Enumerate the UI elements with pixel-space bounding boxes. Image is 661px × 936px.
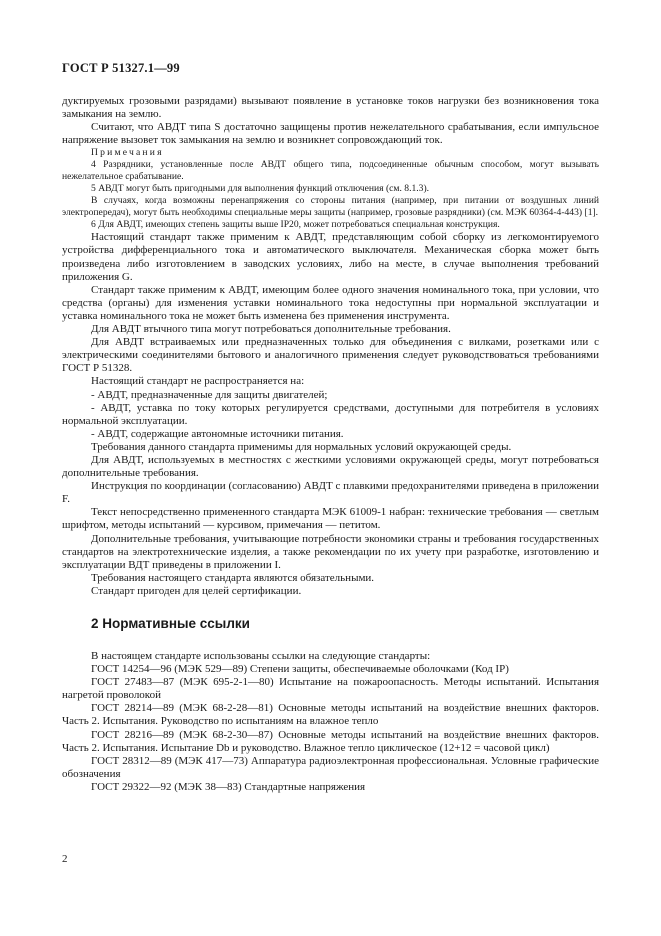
reference-item: ГОСТ 14254—96 (МЭК 529—89) Степени защиты, обеспечиваемые оболочками (Код IP) <box>91 663 509 676</box>
document-body <box>62 95 599 794</box>
note-item: 4 Разрядники, установленные после АВДТ общего типа, подсоединенные обычным способом, могут вызывать нежелательное срабатывание. <box>62 159 599 183</box>
paragraph: Текст непосредственно примененного стандарта МЭК 61009-1 набран: технические требования — светлым шрифтом, методы испытаний — курсивом, примечания — петитом. <box>62 506 599 532</box>
reference-item: ГОСТ 28214—89 (МЭК 68-2-28—81) Основные методы испытаний на воздействие внешних факторов. Часть 2. Испытания. Руководство по испытаниям на влажное тепло <box>62 702 599 728</box>
reference-item: ГОСТ 27483—87 (МЭК 695-2-1—80) Испытание на пожароопасность. Методы испытаний. Испытания нагретой проволокой <box>62 676 599 702</box>
paragraph: Для АВДТ встраиваемых или предназначенных только для объединения с вилками, розетками или с электрическими соединителями бытового и аналогичного применения следует руководствоваться требованиями ГОСТ Р 51328. <box>62 336 599 375</box>
paragraph-continuation: дуктируемых грозовыми разрядами) вызывают появление в установке токов нагрузки без возникновения тока замыкания на землю. <box>62 95 599 121</box>
paragraph: Настоящий стандарт не распространяется на: <box>91 375 305 388</box>
paragraph: Для АВДТ, используемых в местностях с жесткими условиями окружающей среды, могут потребоваться дополнительные требования. <box>62 453 599 480</box>
note-item: В случаях, когда возможны перенапряжения со стороны питания (например, при питании от воздушных линий электропередач), могут быть необходимы специальные меры защиты (например, грозовые разрядники) (см. МЭК 60364-4-443) [1]. <box>62 195 599 219</box>
page-number: 2 <box>62 853 68 865</box>
list-item: - АВДТ, уставка по току которых регулируется средствами, доступными для потребителя в условиях нормальной эксплуатации. <box>62 401 599 427</box>
paragraph: Дополнительные требования, учитывающие потребности экономики страны и требования государственных стандартов на электротехнические изделия, а также рекомендации по их учету при разработке, изготовлению и эксплуатации ВДТ приведены в приложении I. <box>62 532 599 571</box>
reference-item: ГОСТ 28216—89 (МЭК 68-2-30—87) Основные методы испытаний на воздействие внешних факторов. Часть 2. Испытания. Испытание Db и руководство. Влажное тепло циклическое (12+12 = часовой цикл) <box>62 728 599 754</box>
notes-title: Примечания <box>91 147 164 159</box>
reference-item: ГОСТ 28312—89 (МЭК 417—73) Аппаратура радиоэлектронная профессиональная. Условные графические обозначения <box>62 754 599 780</box>
paragraph: В настоящем стандарте использованы ссылки на следующие стандарты: <box>91 650 431 662</box>
note-item: 5 АВДТ могут быть пригодными для выполнения функций отключения (см. 8.1.3). <box>91 183 430 195</box>
section-heading: 2 Нормативные ссылки <box>91 616 250 631</box>
paragraph: Требования настоящего стандарта являются обязательными. <box>91 571 375 584</box>
paragraph: Инструкция по координации (согласованию) АВДТ с плавкими предохранителями приведена в приложении F. <box>62 480 599 506</box>
document-header: ГОСТ Р 51327.1—99 <box>62 61 180 75</box>
note-item: 6 Для АВДТ, имеющих степень защиты выше IP20, может потребоваться специальная конструкция. <box>91 219 500 231</box>
paragraph: Стандарт пригоден для целей сертификации. <box>91 584 302 597</box>
list-item: - АВДТ, предназначенные для защиты двигателей; <box>91 388 328 401</box>
paragraph: Настоящий стандарт также применим к АВДТ, представляющим собой сборку из легкомонтируемого устройства дифференциального тока и автоматического выключателя. Механическая сборка может быть произведена либо изготовлением в заводских условиях, либо на месте, в случае выполнения требований приложения G. <box>62 231 599 283</box>
reference-item: ГОСТ 29322—92 (МЭК 38—83) Стандартные напряжения <box>91 780 366 793</box>
paragraph: Считают, что АВДТ типа S достаточно защищены против нежелательного срабатывания, если импульсное напряжение вызовет ток замыкания на землю и возникнет сопровождающий ток. <box>62 121 599 147</box>
notes-block <box>62 147 599 231</box>
paragraph: Требования данного стандарта применимы для нормальных условий окружающей среды. <box>91 440 512 453</box>
paragraph: Стандарт также применим к АВДТ, имеющим более одного значения номинального тока, при условии, что средства (органы) для изменения уставки номинального тока недоступны при нормальной эксплуатации и уставка номинального тока не может быть изменена без применения инструмента. <box>62 283 599 322</box>
paragraph: Для АВДТ втычного типа могут потребоваться дополнительные требования. <box>91 323 451 336</box>
list-item: - АВДТ, содержащие автономные источники питания. <box>91 427 344 440</box>
